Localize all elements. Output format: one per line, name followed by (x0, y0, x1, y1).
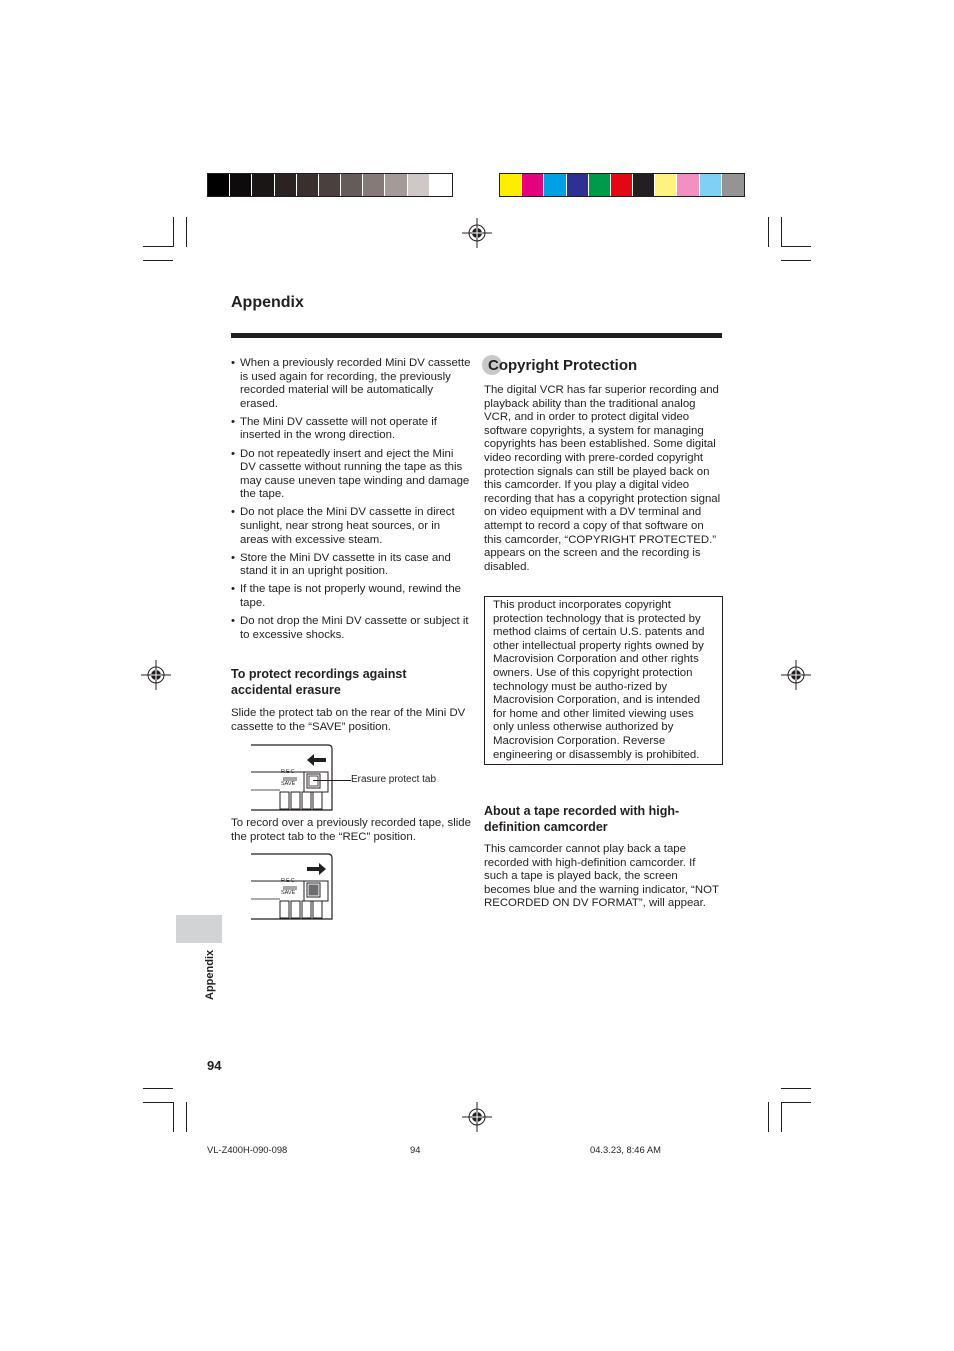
list-item: • If the tape is not properly wound, rewind the tape. (231, 583, 471, 610)
footer-timestamp: 04.3.23, 8:46 AM (590, 1144, 661, 1155)
cassette-precautions-list (231, 357, 471, 647)
crop-mark (143, 246, 173, 247)
copyright-body: The digital VCR has far superior recording and playback ability than the traditional analog VCR, and in order to protect digital video software copyrights, a system for managing copyrights has been established. Some digital video recording with prere-corded copyright protection signals can still be played back on this camcorder. If you play a digital video recording that has a copyright protection signal on video equipment with a DV terminal and attempt to record a copy of that software on this camcorder, “COPYRIGHT PROTECTED.” appears on the screen and the recording is disabled. (484, 384, 721, 573)
crop-mark (173, 217, 174, 247)
erasure-protect-tab-label: Erasure protect tab (351, 774, 437, 785)
cassette-save-illustration (250, 744, 335, 812)
color-swatch (722, 174, 744, 196)
rec-label: REC (281, 878, 296, 884)
registration-mark-icon (462, 1102, 492, 1132)
color-swatch (408, 174, 430, 196)
page-number: 94 (207, 1058, 222, 1073)
crop-mark (143, 1088, 173, 1089)
crop-mark (143, 1102, 173, 1103)
color-swatch (567, 174, 589, 196)
color-swatch (341, 174, 363, 196)
crop-mark (143, 260, 173, 261)
list-item: • Do not drop the Mini DV cassette or subject it to excessive shocks. (231, 615, 471, 642)
color-swatch (319, 174, 341, 196)
crop-mark (186, 217, 187, 247)
copyright-heading-text: Copyright Protection (488, 356, 638, 374)
callout-line (313, 780, 351, 781)
color-swatch (385, 174, 407, 196)
list-item: • Do not repeatedly insert and eject the Mini DV cassette without running the tape as this may cause uneven tape winding and damage the tape. (231, 448, 471, 502)
color-swatch (633, 174, 655, 196)
color-swatch (677, 174, 699, 196)
color-swatch (500, 174, 522, 196)
color-swatch (230, 174, 252, 196)
crop-mark (781, 260, 811, 261)
crop-mark (768, 217, 769, 247)
color-bar (499, 173, 745, 197)
title-rule (231, 333, 722, 338)
copyright-heading (484, 355, 637, 375)
crop-mark (781, 246, 811, 247)
footer-page: 94 (410, 1144, 421, 1155)
save-label: SAVE (281, 781, 296, 787)
cassette-rec-illustration (250, 853, 335, 921)
section-tab (176, 915, 222, 943)
registration-mark-icon (462, 218, 492, 248)
registration-mark-icon (141, 660, 171, 690)
color-swatch (275, 174, 297, 196)
color-swatch (297, 174, 319, 196)
list-item: • Store the Mini DV cassette in its case and stand it in an upright position. (231, 552, 471, 579)
crop-mark (781, 1102, 811, 1103)
rec-label: REC (281, 769, 296, 775)
color-swatch (430, 174, 452, 196)
color-swatch (589, 174, 611, 196)
crop-mark (781, 217, 782, 247)
section-side-label: Appendix (204, 949, 216, 1000)
hd-heading: About a tape recorded with high-definition camcorder (484, 804, 680, 834)
save-label: SAVE (281, 890, 296, 896)
macrovision-notice-box (484, 596, 723, 765)
list-item: • The Mini DV cassette will not operate if inserted in the wrong direction. (231, 416, 471, 443)
color-swatch (700, 174, 722, 196)
crop-mark (186, 1102, 187, 1132)
hd-body: This camcorder cannot play back a tape recorded with high-definition camcorder. If such a tape is played back, the screen becomes blue and the warning indicator, “NOT RECORDED ON DV FORMAT”, will appear. (484, 843, 719, 910)
color-swatch (611, 174, 633, 196)
color-swatch (252, 174, 274, 196)
protect-heading: To protect recordings against accidental erasure (231, 667, 407, 697)
crop-mark (768, 1102, 769, 1132)
crop-mark (781, 1102, 782, 1132)
protect-text-rec: To record over a previously recorded tape, slide the protect tab to the “REC” position. (231, 817, 471, 843)
color-swatch (208, 174, 230, 196)
crop-mark (173, 1102, 174, 1132)
macrovision-notice: This product incorporates copyright protection technology that is protected by method claims of certain U.S. patents and other intellectual property rights owned by Macrovision Corporation and other rights owners. Use of this copyright protection technology must be autho-rized by Macrovision Corporation, and is intended for home and other limited viewing uses only unless otherwise authorized by Macrovision Corporation. Reverse engineering or disassembly is prohibited. (493, 599, 705, 761)
page-title: Appendix (231, 294, 304, 311)
color-swatch (522, 174, 544, 196)
list-item: • When a previously recorded Mini DV cassette is used again for recording, the previously recorded material will be automatically erased. (231, 357, 471, 411)
registration-mark-icon (781, 660, 811, 690)
crop-mark (781, 1088, 811, 1089)
protect-text-save: Slide the protect tab on the rear of the Mini DV cassette to the “SAVE” position. (231, 707, 466, 733)
color-swatch (544, 174, 566, 196)
grayscale-bar (207, 173, 453, 197)
color-swatch (363, 174, 385, 196)
list-item: • Do not place the Mini DV cassette in direct sunlight, near strong heat sources, or in areas with excessive steam. (231, 506, 471, 547)
color-swatch (655, 174, 677, 196)
footer-doc-id: VL-Z400H-090-098 (207, 1144, 288, 1155)
